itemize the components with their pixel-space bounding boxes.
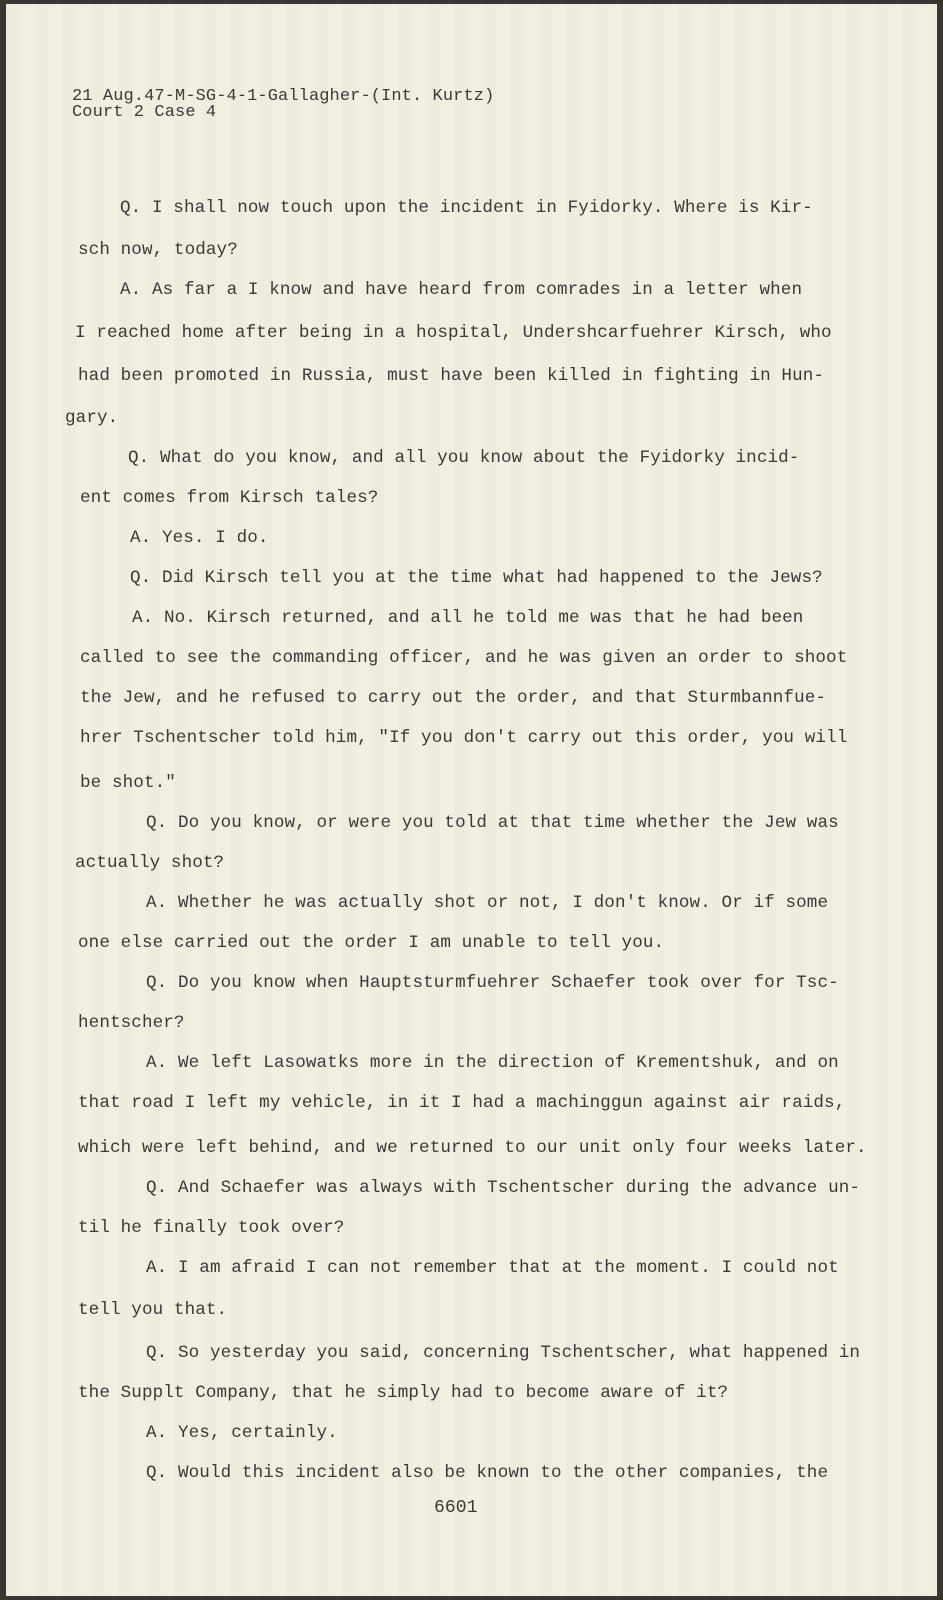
body-line: that road I left my vehicle, in it I had a machinggun against air raids,: [78, 1093, 846, 1113]
body-line: Q. Would this incident also be known to the other companies, the: [146, 1463, 829, 1483]
document-page: [6, 4, 937, 1596]
body-line: Q. And Schaefer was always with Tschentscher during the advance un-: [146, 1178, 861, 1198]
body-line: A. Yes, certainly.: [146, 1423, 338, 1443]
body-line: one else carried out the order I am unable to tell you.: [78, 933, 665, 953]
body-line: Q. What do you know, and all you know about the Fyidorky incid-: [128, 448, 800, 468]
body-line: which were left behind, and we returned to our unit only four weeks later.: [78, 1138, 867, 1158]
body-line: Q. Did Kirsch tell you at the time what had happened to the Jews?: [130, 568, 823, 588]
body-line: sch now, today?: [78, 240, 238, 260]
body-line: A. As far a I know and have heard from comrades in a letter when: [120, 280, 803, 300]
body-line: A. Yes. I do.: [130, 528, 269, 548]
body-line: actually shot?: [75, 853, 225, 873]
body-line: A. Whether he was actually shot or not, I don't know. Or if some: [146, 893, 829, 913]
body-line: called to see the commanding officer, and he was given an order to shoot: [80, 648, 848, 668]
body-line: hrer Tschentscher told him, "If you don't carry out this order, you will: [80, 728, 848, 748]
header-line-2: Court 2 Case 4: [72, 103, 217, 122]
body-line: til he finally took over?: [78, 1218, 345, 1238]
body-line: Q. So yesterday you said, concerning Tschentscher, what happened in: [146, 1343, 861, 1363]
page-number: 6601: [434, 1498, 478, 1518]
body-line: the Supplt Company, that he simply had to become aware of it?: [78, 1383, 729, 1403]
body-line: A. We left Lasowatks more in the direction of Krementshuk, and on: [146, 1053, 839, 1073]
body-line: ent comes from Kirsch tales?: [80, 488, 379, 508]
body-line: gary.: [65, 408, 119, 428]
body-line: hentscher?: [78, 1013, 185, 1033]
body-line: I reached home after being in a hospital, Undershcarfuehrer Kirsch, who: [75, 323, 832, 343]
body-line: A. No. Kirsch returned, and all he told me was that he had been: [132, 608, 804, 628]
body-line: had been promoted in Russia, must have been killed in fighting in Hun-: [78, 366, 825, 386]
body-line: be shot.": [80, 773, 176, 793]
body-line: Q. I shall now touch upon the incident in Fyidorky. Where is Kir-: [120, 198, 813, 218]
body-line: A. I am afraid I can not remember that at the moment. I could not: [146, 1258, 839, 1278]
body-line: the Jew, and he refused to carry out the order, and that Sturmbannfue-: [80, 688, 827, 708]
body-line: Q. Do you know when Hauptsturmfuehrer Schaefer took over for Tsc-: [146, 973, 839, 993]
body-line: tell you that.: [78, 1300, 228, 1320]
body-line: Q. Do you know, or were you told at that time whether the Jew was: [146, 813, 839, 833]
header-line-1: 21 Aug.47-M-SG-4-1-Gallagher-(Int. Kurtz): [72, 87, 495, 106]
